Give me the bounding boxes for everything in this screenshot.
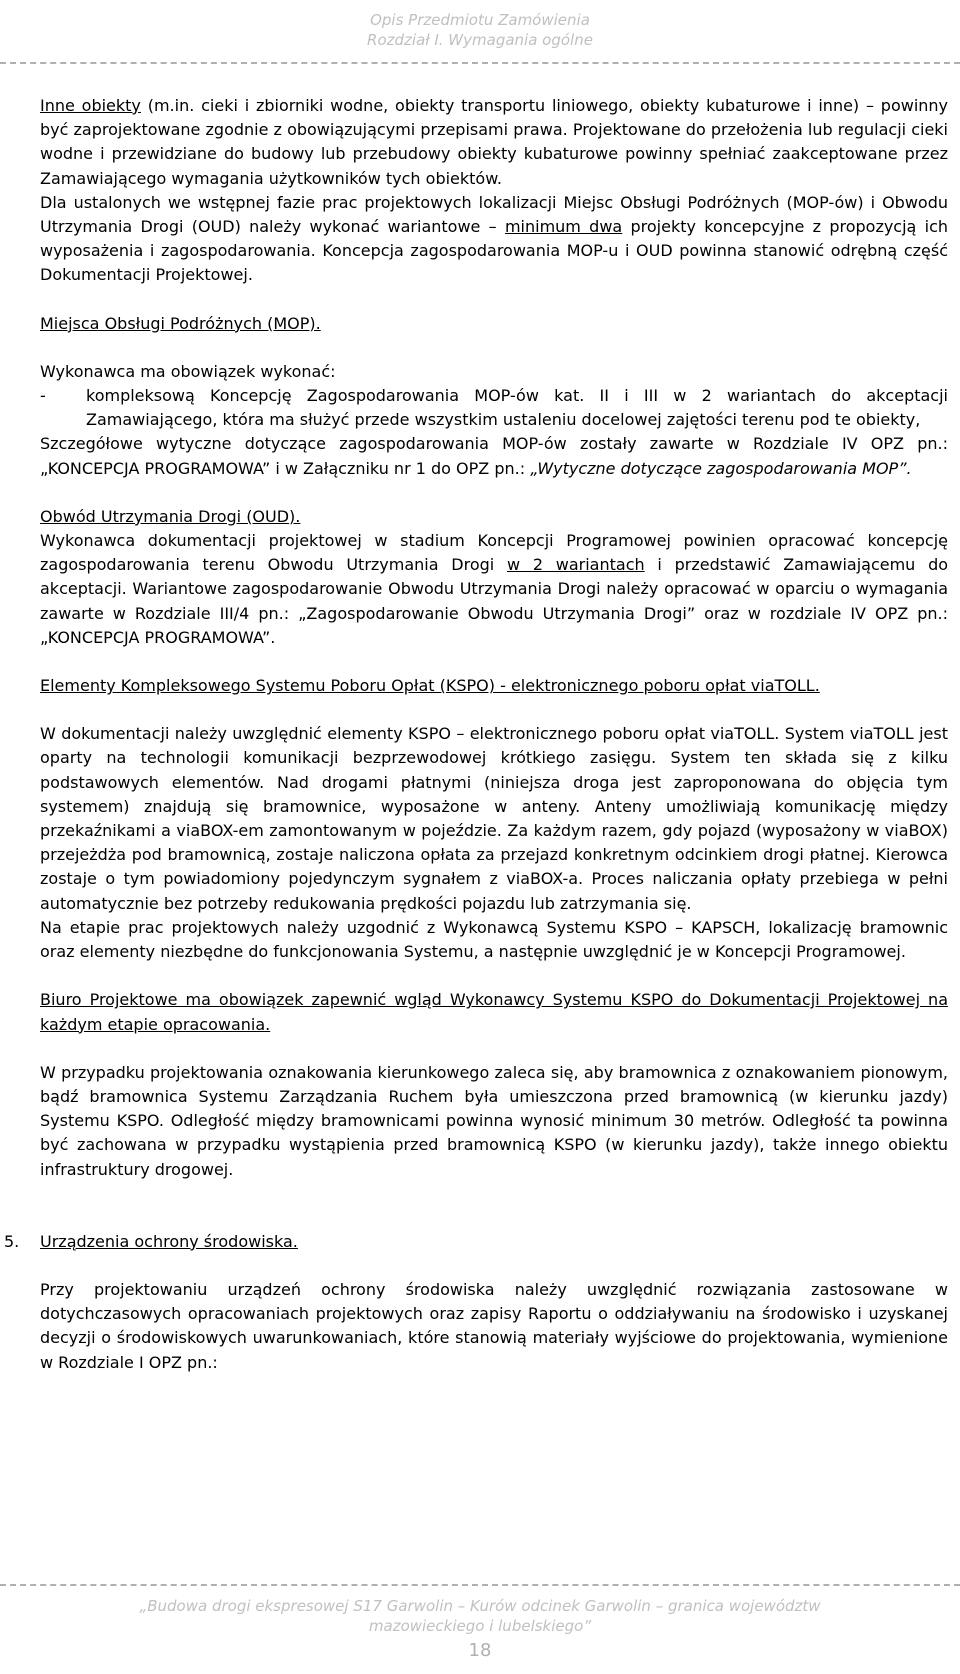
underlined-text: minimum dwa <box>504 217 623 237</box>
paragraph-text: Dla ustalonych we wstępnej fazie prac projektowych lokalizacji Miejsc Obsługi Podróżnych (MOP-ów) i Obwodu Utrzymania Drogi (OUD) należy wykonać wariantowe – <box>40 192 948 237</box>
bramownica-paragraph: W przypadku projektowania oznakowania kierunkowego zaleca się, aby bramownica z oznakowaniem pionowym, bądź bramownica Systemu Zarządzania Ruchem była umieszczona przed bramownicą (w kierunku jazdy) Systemu KSPO. Odległość między bramownicami powinna wynosić minimum 30 metrów. Odległość ta powinna być zachowana w przypadku wystąpienia przed bramownicą KSPO (w kierunku jazdy), także innego obiektu infrastruktury drogowej. <box>40 1062 948 1179</box>
mop-details <box>0 432 948 480</box>
heading-text: Miejsca Obsługi Podróżnych (MOP). <box>40 313 321 333</box>
oud-heading <box>0 505 948 529</box>
section-5-heading <box>0 1230 948 1254</box>
section-5-paragraph: Przy projektowaniu urządzeń ochrony środowiska należy uwzględnić rozwiązania zastosowane w dotychczasowych opracowaniach projektowych oraz zapisy Raportu o oddziaływaniu na środowisko i uzyskanej decyzji o środowiskowych uwarunkowaniach, które stanowią materiały wyjściowe do projektowania, wymienione w Rozdziale I OPZ pn.: <box>40 1279 948 1372</box>
section-4-lead-rest: (m.in. cieki i zbiorniki wodne, obiekty transportu liniowego, obiekty kubaturowe i inne) – powinny być zaprojektowane zgodnie z obowiązującymi przepisami prawa. Projektowane do przełożenia lub regulacji cieki wodne i przewidziane do budowy lub przebudowy obiekty kubaturowe powinny spełniać zaakceptowane przez Zamawiającego wymagania użytkowników tych obiektów. <box>40 96 949 188</box>
footer-divider <box>0 1584 960 1586</box>
mop-heading <box>0 312 948 336</box>
kspo-heading <box>0 674 948 698</box>
section-5-number: 5. <box>4 1231 20 1251</box>
mop-bullet-item <box>0 384 948 432</box>
document-body <box>0 94 948 1375</box>
footer-line-1: „Budowa drogi ekspresowej S17 Garwolin – Kurów odcinek Garwolin – granica województw <box>139 1597 821 1615</box>
oud-paragraph <box>0 529 948 650</box>
heading-text: Obwód Utrzymania Drogi (OUD). <box>40 506 301 526</box>
header-subtitle: Rozdział I. Wymagania ogólne <box>367 31 593 49</box>
paragraph-text: Szczegółowe wytyczne dotyczące zagospodarowania MOP-ów zostały zawarte w Rozdziale IV OPZ pn.: „KONCEPCJA PROGRAMOWA” i w Załączniku nr 1 do OPZ pn.: <box>40 434 948 478</box>
paragraph-text: Wykonawca dokumentacji projektowej w stadium Koncepcji Programowej powinien opracować koncepcję zagospodarowania terenu Obwodu Utrzymania Drogi <box>40 531 948 575</box>
kspo-paragraph-2: Na etapie prac projektowych należy uzgodnić z Wykonawcą Systemu KSPO – KAPSCH, lokalizację bramownic oraz elementy niezbędne do funkcjonowania Systemu, a następnie uwzględnić je w Koncepcji Programowej. <box>40 917 948 962</box>
underlined-text: w 2 wariantach <box>506 555 645 575</box>
kspo-paragraph-1: W dokumentacji należy uwzględnić elementy KSPO – elektronicznego poboru opłat viaTOLL. System viaTOLL jest oparty na technologii komunikacji bezprzewodowej krótkiego zasięgu. System ten składa się z kilku podstawowych elementów. Nad drogami płatnymi (niniejsza droga jest zaproponowana do objęcia tym systemem) znajdują się bramownice, wyposażone w anteny. Anteny umożliwiają komunikację między przekaźnikami a viaBOX-em zamontowanym w pojeździe. Za każdym razem, gdy pojazd (wyposażony w viaBOX) przejeżdża pod bramownicą, zostaje naliczona opłata za przejazd konkretnym odcinkiem drogi płatnej. Kierowca zostaje o tym powiadomiony pojedynczym sygnałem z viaBOX-a. Proces naliczania opłaty przebiega w pełni automatycznie bez potrzeby redukowania prędkości pojazdu lub zatrzymania się. <box>40 724 948 913</box>
page-footer <box>0 1596 960 1636</box>
paragraph-text: i przedstawić Zamawiającemu do akceptacji. Wariantowe zagospodarowanie Obwodu Utrzymania Drogi należy opracować w oparciu o wymagania zawarte w Rozdziale III/4 pn.: „Zagospodarowanie Obwodu Utrzymania Drogi” oraz w rozdziale IV OPZ pn.: „KONCEPCJA PROGRAMOWA”. <box>40 555 949 647</box>
italic-text: „Wytyczne dotyczące zagospodarowania MOP”. <box>530 458 912 478</box>
section-4-intro <box>0 94 948 191</box>
section-4-lead: Inne obiekty <box>40 96 141 115</box>
heading-text: Urządzenia ochrony środowiska. <box>40 1231 298 1251</box>
bullet-dash: - <box>40 386 46 406</box>
header-divider <box>0 62 960 64</box>
heading-text: Elementy Kompleksowego Systemu Poboru Opłat (KSPO) - elektronicznego poboru opłat viaTOLL. <box>40 676 820 696</box>
mop-intro: Wykonawca ma obowiązek wykonać: <box>40 361 336 381</box>
section-4-mop-oud-paragraph <box>0 191 948 288</box>
footer-line-2: mazowieckiego i lubelskiego” <box>368 1617 592 1635</box>
bullet-text: kompleksową Koncepcję Zagospodarowania MOP-ów kat. II i III w 2 wariantach do akceptacji Zamawiającego, która ma służyć przede wszystkim ustaleniu docelowej zajętości terenu pod te obiekty, <box>86 386 948 430</box>
paragraph-text: projekty koncepcyjne z propozycją ich wyposażenia i zagospodarowania. Koncepcja zagospodarowania MOP-u i OUD powinna stanowić odrębną część Dokumentacji Projektowej. <box>40 217 949 285</box>
page-header <box>0 10 960 50</box>
underlined-text: Biuro Projektowe ma obowiązek zapewnić wgląd Wykonawcy Systemu KSPO do Dokumentacji Projektowej na każdym etapie opracowania. <box>40 990 948 1034</box>
biuro-paragraph <box>0 988 948 1036</box>
page-number: 18 <box>468 1640 492 1661</box>
header-title: Opis Przedmiotu Zamówienia <box>370 11 590 29</box>
